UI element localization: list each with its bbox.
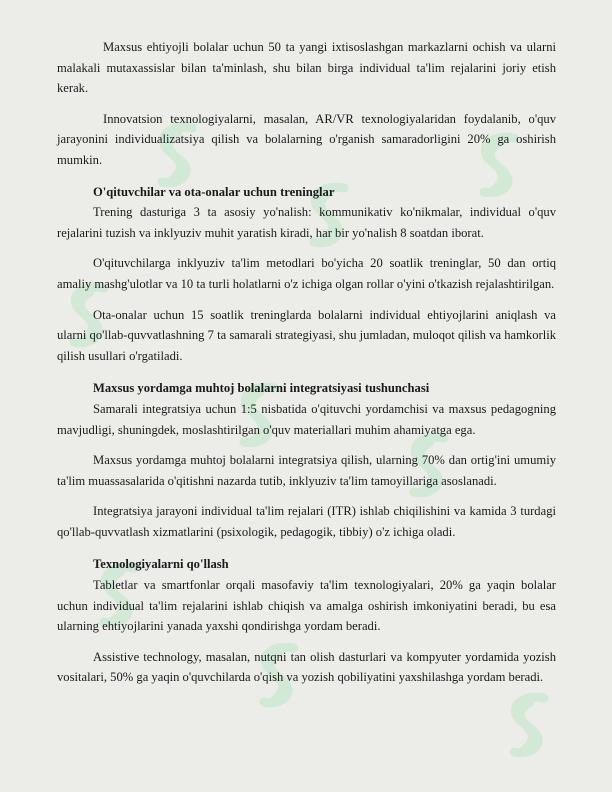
paragraph: Samarali integratsiya uchun 1:5 nisbatida o'qituvchi yordamchisi va maxsus pedagogning mavjudligi, shuningdek, moslashtirilgan o'quv materiallari muhim ahamiyatga ega.: [57, 401, 556, 437]
section-heading: Texnologiyalarni qo'llash: [93, 557, 229, 572]
paragraph: Innovatsion texnologiyalarni, masalan, AR/VR texnologiyalaridan foydalanib, o'quv jarayonini individualizatsiya qilish va bolalarning o'rganish samaradorligini 20% ga oshirish mumkin.: [57, 111, 556, 167]
paragraph: Maxsus yordamga muhtoj bolalarni integratsiya qilish, ularning 70% dan ortig'ini umumiy ta'lim muassasalarida o'qitishni nazarda tutib, inklyuziv ta'lim tamoyillariga asoslanadi.: [57, 453, 556, 488]
paragraph: Maxsus ehtiyojli bolalar uchun 50 ta yangi ixtisoslashgan markazlarni ochish va ularni malakali mutaxassislar bilan ta'minlash, shu bilan birga individual ta'lim rejalarini joriy etish kerak.: [57, 40, 556, 96]
section-heading: O'qituvchilar va ota-onalar uchun treninglar: [93, 184, 335, 199]
paragraph: Assistive technology, masalan, nutqni tan olish dasturlari va kompyuter yordamida yozish vositalari, 50% ga yaqin o'quvchilarda o'qish va yozish qobiliyatini yaxshilashga yordam beradi.: [57, 649, 556, 685]
paragraph: O'qituvchilarga inklyuziv ta'lim metodlari bo'yicha 20 soatlik treninglar, 50 dan ortiq amaliy mashg'ulotlar va 10 ta turli holatlarni o'z ichiga olgan rollar o'yini o'tkazish rejalashtirilgan.: [57, 256, 556, 291]
paragraph: Integratsiya jarayoni individual ta'lim rejalari (ITR) ishlab chiqilishini va kamida 3 turdagi qo'llab-quvvatlash xizmatlarini (psixologik, pedagogik, tibbiy) o'z ichiga oladi.: [57, 504, 556, 539]
section-heading: Maxsus yordamga muhtoj bolalarni integratsiyasi tushunchasi: [93, 381, 430, 396]
watermark-logo-icon: [500, 690, 554, 760]
paragraph: Ota-onalar uchun 15 soatlik treninglarda bolalarni individual ehtiyojlarini aniqlash va ularni qo'llab-quvvatlashning 7 ta samarali strategiyasi, shu jumladan, muloqot qilish va hamkorlik qilish usullari o'rgatiladi.: [57, 307, 556, 363]
paragraph: Trening dasturiga 3 ta asosiy yo'nalish: kommunikativ ko'nikmalar, individual o'quv rejalarini tuzish va inklyuziv muhit yaratish kiradi, har bir yo'nalish 8 soatdan iborat.: [57, 205, 556, 240]
paragraph: Tabletlar va smartfonlar orqali masofaviy ta'lim texnologiyalari, 20% ga yaqin bolalar uchun individual ta'lim rejalarini ishlab chiqish va amalga oshirish imkoniyatini beradi, bu esa ularning ehtiyojlarini yanada yaxshi qondirishga yordam beradi.: [57, 578, 556, 634]
document-body: [57, 37, 556, 688]
